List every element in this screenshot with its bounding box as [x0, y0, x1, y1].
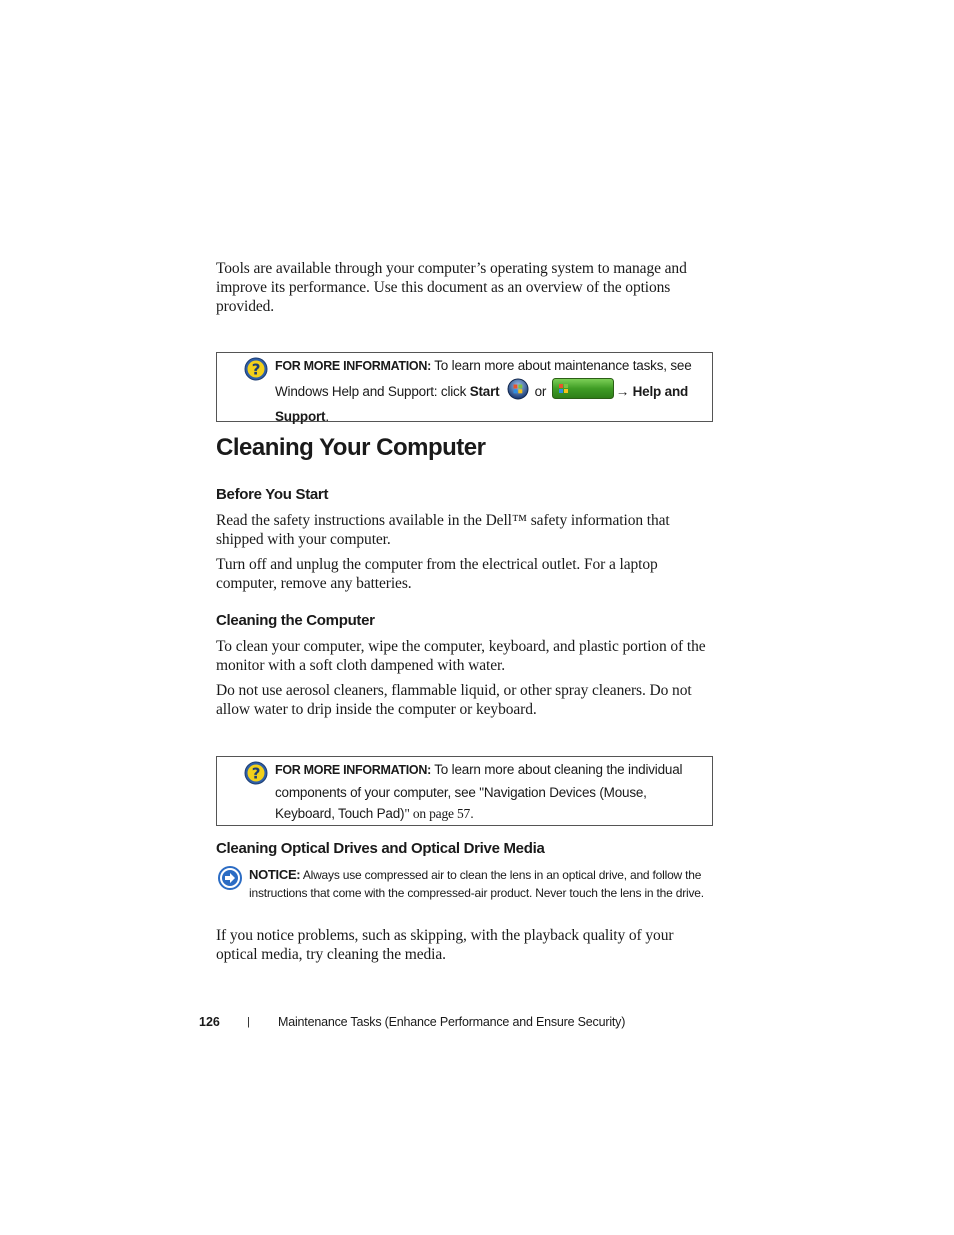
arrow-glyph: → — [615, 383, 630, 399]
before-paragraph-1: Read the safety instructions available in the Dell™ safety information that shipped with your computer. — [216, 512, 670, 548]
note-body-text: To learn more about cleaning the individual components of your computer, see "Navigation Devices (Mouse, Keyboard, Touch Pad) — [275, 762, 683, 821]
page-reference-link[interactable]: " on page 57 — [404, 806, 471, 821]
intro-section — [216, 259, 716, 316]
heading-cleaning-the-computer: Cleaning the Computer — [216, 612, 375, 629]
optical-paragraph-1: If you notice problems, such as skipping, with the playback quality of your optical media, try cleaning the media. — [216, 927, 674, 963]
note-label: FOR MORE INFORMATION: — [275, 359, 431, 373]
cleaning-section — [216, 637, 716, 719]
note-box-maintenance — [216, 352, 713, 422]
notice-arrow-icon — [218, 866, 242, 896]
note-text — [275, 757, 712, 828]
windows-orb-icon[interactable] — [507, 378, 529, 407]
start-label: Start — [469, 383, 500, 399]
note-text — [275, 353, 712, 431]
page-number: 126 — [199, 1015, 220, 1029]
svg-text:?: ? — [251, 764, 261, 783]
heading-before-you-start: Before You Start — [216, 486, 329, 503]
cleaning-paragraph-1: To clean your computer, wipe the computer, keyboard, and plastic portion of the monitor with a soft cloth dampened with water. — [216, 638, 706, 674]
notice-label: NOTICE: — [249, 867, 301, 882]
notice-block — [216, 866, 716, 902]
notice-body-text: Always use compressed air to clean the lens in an optical drive, and follow the instructions that come with the compressed-air product. Never touch the lens in the drive. — [249, 868, 704, 900]
before-paragraph-2: Turn off and unplug the computer from the electrical outlet. For a laptop computer, remove any batteries. — [216, 556, 658, 592]
note-end: . — [470, 806, 474, 821]
heading-cleaning-optical: Cleaning Optical Drives and Optical Drive Media — [216, 840, 545, 857]
footer-separator: | — [247, 1016, 250, 1028]
footer-chapter-title: Maintenance Tasks (Enhance Performance and Ensure Security) — [278, 1015, 626, 1029]
xp-start-button-icon[interactable] — [552, 378, 614, 407]
intro-paragraph: Tools are available through your computer’s operating system to manage and improve its performance. Use this document as an overview of the options provided. — [216, 260, 687, 315]
help-and-support-label: Help and Support — [275, 383, 689, 424]
help-question-icon — [244, 761, 268, 792]
note-end: . — [325, 409, 329, 424]
cleaning-paragraph-2: Do not use aerosol cleaners, flammable liquid, or other spray cleaners. Do not allow water to drip inside the computer or keyboard. — [216, 682, 692, 718]
note-label: FOR MORE INFORMATION: — [275, 763, 431, 777]
help-question-icon — [244, 357, 268, 388]
svg-text:?: ? — [251, 360, 261, 379]
note-body-text: To learn more about maintenance tasks, see Windows Help and Support: click — [275, 358, 692, 399]
or-text: or — [531, 383, 550, 399]
page-title: Cleaning Your Computer — [216, 434, 486, 461]
note-box-cleaning — [216, 756, 713, 826]
notice-text — [249, 866, 716, 902]
optical-section — [216, 926, 716, 964]
before-section — [216, 511, 716, 593]
